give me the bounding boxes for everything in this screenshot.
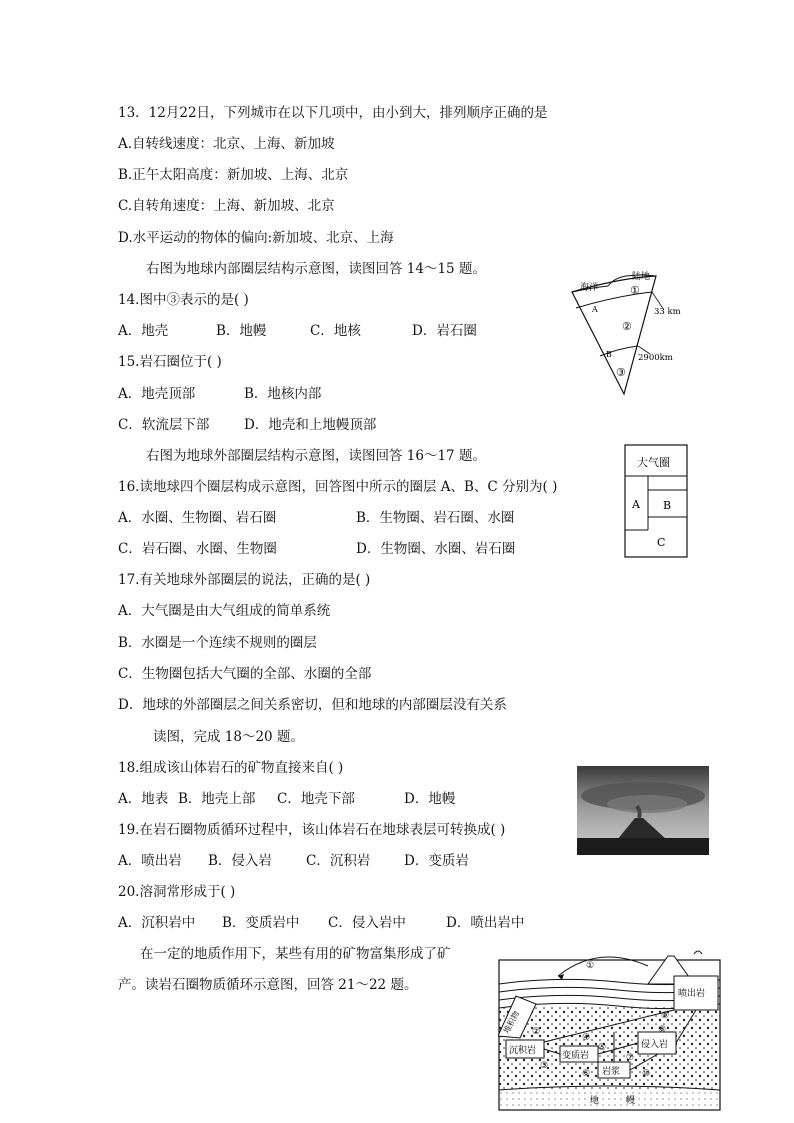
boundary-b-label: B (606, 350, 612, 359)
q18-option-d: D．地幔 (404, 791, 456, 807)
q19-option-a: A．喷出岩 (118, 853, 182, 869)
q20-stem: 20.溶洞常形成于( ) (118, 884, 236, 900)
q13-option-b: B.正午太阳高度：新加坡、上海、北京 (118, 167, 349, 183)
volcano-photo (577, 766, 709, 855)
sphere-a-label: A (632, 498, 640, 511)
rock-cycle-diagram (498, 946, 721, 1111)
q17-option-b: B．水圈是一个连续不规则的圈层 (118, 635, 317, 651)
q15-option-b: B．地核内部 (244, 386, 322, 402)
step-7-label: ⑦ (626, 1053, 635, 1063)
q16-option-b: B．生物圈、岩石圈、水圈 (356, 510, 515, 526)
sphere-c-label: C (657, 536, 666, 549)
q16-stem: 16.读地球四个圈层构成示意图，回答图中所示的圈层 A、B、C 分别为( ) (118, 479, 558, 495)
intrusive-rock-label: 侵入岩 (641, 1040, 669, 1050)
q13-option-a: A.自转线速度：北京、上海、新加坡 (118, 136, 335, 152)
q17-stem: 17.有关地球外部圈层的说法，正确的是( ) (118, 572, 371, 588)
depth-33km-label: 33 km (654, 307, 681, 317)
q16-option-a: A．水圈、生物圈、岩石圈 (118, 510, 277, 526)
q14-option-d: D．岩石圈 (412, 323, 477, 339)
earth-spheres-diagram (624, 444, 690, 560)
depth-2900km-label: 2900km (638, 353, 673, 363)
q17-option-c: C．生物圈包括大气圈的全部、水圈的全部 (118, 666, 372, 682)
q20-option-b: B．变质岩中 (222, 915, 300, 931)
q20-option-a: A．沉积岩中 (118, 915, 196, 931)
step-6-label: ⑥ (582, 1069, 591, 1079)
q18-option-b: B．地壳上部 (178, 791, 256, 807)
step-9-label: ⑨ (661, 1011, 670, 1021)
boundary-a-label: A (592, 305, 598, 314)
step-5-label: ⑤ (598, 1043, 607, 1053)
q15-option-a: A．地壳顶部 (118, 386, 196, 402)
q19-option-b: B．侵入岩 (208, 853, 272, 869)
q17-option-d: D．地球的外部圈层之间关系密切，但和地球的内部圈层没有关系 (118, 697, 507, 713)
land-label: 陆地 (632, 272, 651, 282)
layer-2-label: ② (622, 320, 632, 333)
step-3-label: ③ (540, 1061, 549, 1071)
ocean-label: 海洋 (580, 283, 599, 293)
q20-option-d: D．喷出岩中 (446, 915, 525, 931)
step-2-label: ② (532, 1027, 541, 1037)
q18-option-c: C．地壳下部 (277, 791, 355, 807)
mantle-label-2: 幔 (626, 1096, 636, 1106)
earth-interior-diagram (568, 266, 698, 401)
q15-option-d: D．地壳和上地幔顶部 (244, 417, 377, 433)
sphere-b-label: B (663, 499, 672, 512)
q15-stem: 15.岩石圈位于( ) (118, 354, 222, 370)
intro-21-22-line1: 在一定的地质作用下，某些有用的矿物富集形成了矿 (140, 946, 451, 962)
mantle-label-1: 地 (590, 1096, 600, 1106)
magma-label: 岩浆 (602, 1067, 621, 1077)
q13-option-d: D.水平运动的物体的偏向:新加坡、北京、上海 (118, 230, 394, 246)
q18-stem: 18.组成该山体岩石的矿物直接来自( ) (118, 760, 344, 776)
q17-option-a: A．大气圈是由大气组成的简单系统 (118, 603, 331, 619)
sedimentary-rock-label: 沉积岩 (509, 1046, 537, 1056)
atmosphere-label: 大气圈 (637, 456, 670, 469)
layer-3-label: ③ (616, 366, 626, 379)
q13-stem: 13．12月22日，下列城市在以下几项中，由小到大，排列顺序正确的是 (118, 105, 548, 121)
step-10-label: ⑩ (642, 1069, 651, 1079)
q18-option-a: A．地表 (118, 791, 169, 807)
q15-option-c: C．软流层下部 (118, 417, 210, 433)
q16-option-c: C．岩石圈、水圈、生物圈 (118, 541, 277, 557)
q19-option-c: C．沉积岩 (306, 853, 371, 869)
q19-option-d: D．变质岩 (404, 853, 469, 869)
layer-1-label: ① (630, 284, 640, 297)
intro-18-20: 读图，完成 18～20 题。 (153, 729, 304, 745)
q14-option-a: A．地壳 (118, 323, 169, 339)
sediment-label: 堆积物 (502, 1009, 522, 1035)
q19-stem: 19.在岩石圈物质循环过程中，该山体岩石在地球表层可转换成( ) (118, 822, 506, 838)
metamorphic-rock-label: 变质岩 (562, 1051, 590, 1061)
step-1-label: ① (586, 961, 595, 971)
step-4-label: ④ (582, 1033, 591, 1043)
q14-option-b: B．地幔 (216, 323, 267, 339)
q14-stem: 14.图中③表示的是( ) (118, 292, 249, 308)
q20-option-c: C．侵入岩中 (328, 915, 406, 931)
intro-14-15: 右图为地球内部圈层结构示意图，读图回答 14～15 题。 (146, 261, 486, 277)
intro-16-17: 右图为地球外部圈层结构示意图，读图回答 16～17 题。 (146, 448, 486, 464)
step-8-label: ⑧ (658, 1025, 667, 1035)
extrusive-rock-label: 喷出岩 (678, 989, 706, 999)
q14-option-c: C．地核 (310, 323, 361, 339)
q16-option-d: D．生物圈、水圈、岩石圈 (356, 541, 516, 557)
intro-21-22-line2: 产。读岩石圈物质循环示意图，回答 21～22 题。 (118, 977, 418, 993)
q13-option-c: C.自转角速度：上海、新加坡、北京 (118, 198, 335, 214)
